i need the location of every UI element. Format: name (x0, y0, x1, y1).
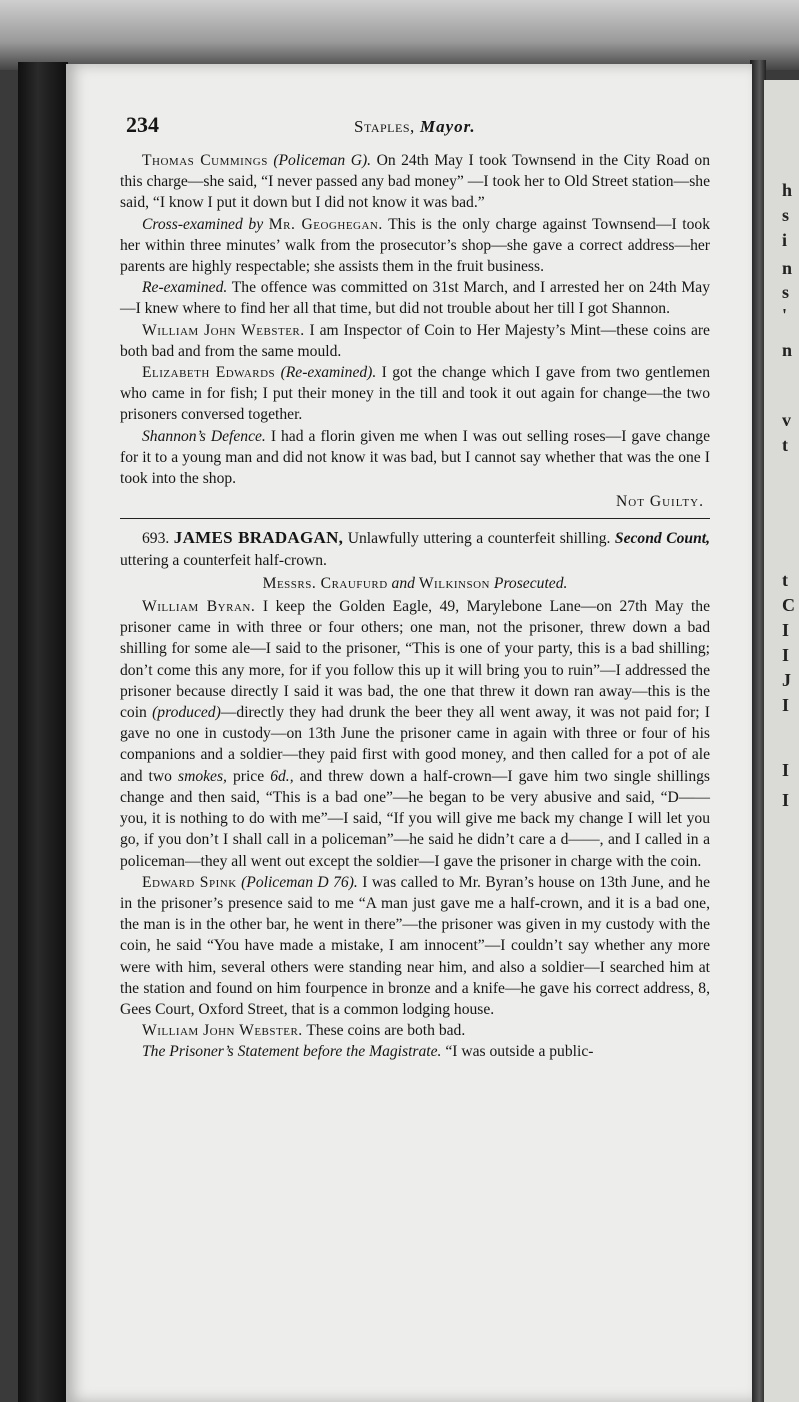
facing-page-fragment: s (782, 205, 790, 225)
facing-page-fragment: J (782, 670, 791, 690)
paragraph (120, 1041, 710, 1062)
running-head-name: Staples, (354, 117, 415, 136)
witness-name: William John Webster. (142, 321, 305, 339)
counsel-names-2: Wilkinson (418, 574, 491, 592)
examination-label: Re-examined. (142, 279, 228, 297)
paragraph-text: and threw down a half-crown—I gave him two single shillings change and then said, “This is a bad one”—he began to be very abusive and said, “D—— you, it is nothing to do with me”—I said, “If you will give me back my change I will let you go, if you don’t I shall call in a policeman”—he said he didn’t care a d——, and I called in a policeman—they all went out except the soldier—I gave the prisoner in charge with the coin. (120, 767, 710, 870)
facing-page-fragment: I (782, 620, 790, 640)
paragraph (120, 150, 710, 214)
facing-page-fragment: s (782, 282, 790, 302)
case-number: 693. (142, 530, 170, 548)
price-value: 6d., (270, 767, 294, 785)
counsel-and: and (391, 574, 415, 592)
paragraph (120, 214, 710, 278)
examination-label: Cross-examined by (142, 215, 264, 233)
facing-page-fragment: ' (782, 305, 788, 325)
paragraph-text: —directly they had drunk the beer they all went away, it was not paid for; I gave no one in custody—on 13th June the prisoner came in again with three or four of his companions and a soldier—they paid first with good money, and then called for a pot of ale and two (120, 704, 710, 785)
witness-name: William Byran. (142, 598, 256, 616)
page-header (120, 114, 710, 150)
witness-name: William John Webster. (142, 1022, 303, 1040)
facing-page-fragment: n (782, 340, 793, 360)
facing-page-fragment: n (782, 258, 793, 278)
paragraph (120, 872, 710, 1020)
witness-role: (Policeman D 76). (241, 873, 358, 891)
facing-page-fragment: t (782, 570, 788, 590)
paragraph (120, 277, 710, 319)
smokes-term: smokes, (178, 767, 227, 785)
witness-role: (Re-examined). (280, 364, 377, 382)
paragraph-text: I got the change which I gave from two gentlemen who came in for fish; I put their money in the till and took it out again for change—the two prisoners conversed together. (120, 364, 710, 424)
running-head (354, 116, 476, 137)
paragraph (120, 426, 710, 490)
paragraph-text: I keep the Golden Eagle, 49, Marylebone Lane—on 27th May the prisoner came in with three or four others; one man, not the prisoner, threw down a bad shilling for some ale—I said to the prisoner, “This is one of your party, this is a bad shilling; don’t come this any more, for if you follow this up it will bring you to ruin”—I addressed the prisoner because directly I said it was bad, the one that threw it down ran away—this is the coin (120, 598, 710, 722)
facing-page-fragment: h (782, 180, 793, 200)
case-heading (120, 527, 710, 570)
facing-page-fragment: I (782, 760, 790, 780)
facing-page-fragment: I (782, 790, 790, 810)
paragraph (120, 1020, 710, 1041)
witness-name: Thomas Cummings (142, 152, 268, 169)
paragraph (120, 362, 710, 426)
running-head-title: Mayor. (420, 117, 476, 136)
witness-name: Elizabeth Edwards (142, 364, 276, 382)
counsel-role: Prosecuted. (493, 574, 568, 592)
produced-note: (produced) (152, 704, 221, 722)
counsel-names: Messrs. Craufurd (262, 574, 388, 592)
defence-label: Shannon’s Defence. (142, 427, 266, 445)
second-count-text: uttering a counterfeit half-crown. (120, 551, 327, 569)
verdict: Not Guilty. (616, 493, 704, 511)
book-spine (18, 62, 68, 1402)
second-count-label: Second Count, (614, 530, 710, 548)
statement-label: The Prisoner’s Statement before the Magistrate. (142, 1043, 442, 1061)
paragraph-text: This is the only charge against Townsend—I took her within three minutes’ walk from the prosecutor’s shop—she gave a correct address—her parents are highly respectable; she assists them in the fruit business. (120, 215, 710, 276)
defendant-name: JAMES BRADAGAN, (173, 528, 344, 548)
paragraph-text: The offence was committed on 31st March, and I arrested her on 24th May—I knew where to find her all that time, but did not trouble about her till I got Shannon. (120, 279, 710, 318)
facing-page-fragment: i (782, 230, 788, 250)
witness-name: Edward Spink (142, 873, 237, 891)
facing-page-fragment: I (782, 695, 790, 715)
page-number: 234 (126, 112, 159, 137)
scan-top-edge (0, 0, 799, 70)
counsel-line (120, 573, 710, 594)
facing-page-fragment: v (782, 410, 791, 430)
paragraph-text: price (226, 767, 265, 785)
paragraph-text: I was called to Mr. Byran’s house on 13th June, and he in the prisoner’s presence said to me “A man just gave me a half-crown, and it is a bad one, the man is in the other bar, he went in there”—the prisoner was given in my custody with the coin, he said “You have made a mistake, I am innocent”—I couldn’t say whether any more were with him, several others were standing near him, and also a soldier—I searched him at the station and found on him fourpence in bronze and a knife—he gave his correct address, 8, Gees Court, Oxford Street, that is a common lodging house. (120, 873, 710, 1018)
paragraph-text: On 24th May I took Townsend in the City Road on this charge—she said, “I never passed any bad money” —I took her to Old Street station—she said, “I know I put it down but I did not know it was bad.” (120, 152, 710, 212)
paragraph (120, 596, 710, 872)
paragraph-text: These coins are both bad. (302, 1022, 466, 1040)
facing-page-fragment: t (782, 435, 788, 455)
paragraph-text: “I was outside a public- (441, 1043, 594, 1061)
facing-page-edge (764, 80, 799, 1402)
witness-role: (Policeman G). (273, 152, 372, 169)
page-content (120, 114, 710, 1063)
charge-text: Unlawfully uttering a counterfeit shilling. (343, 530, 611, 548)
paragraph-text: I am Inspector of Coin to Her Majesty’s Mint—these coins are both bad and from the same mould. (120, 321, 710, 360)
paragraph (120, 320, 710, 362)
facing-page-fragment: I (782, 645, 790, 665)
facing-page-fragment: C (782, 595, 795, 615)
section-divider (120, 518, 710, 519)
counsel-name: Mr. Geoghegan. (268, 215, 383, 233)
paragraph-text: I had a florin given me when I was out selling roses—I gave change for it to a young man and did not know it was bad, but I cannot say whether that was the one I took into the shop. (120, 427, 710, 488)
